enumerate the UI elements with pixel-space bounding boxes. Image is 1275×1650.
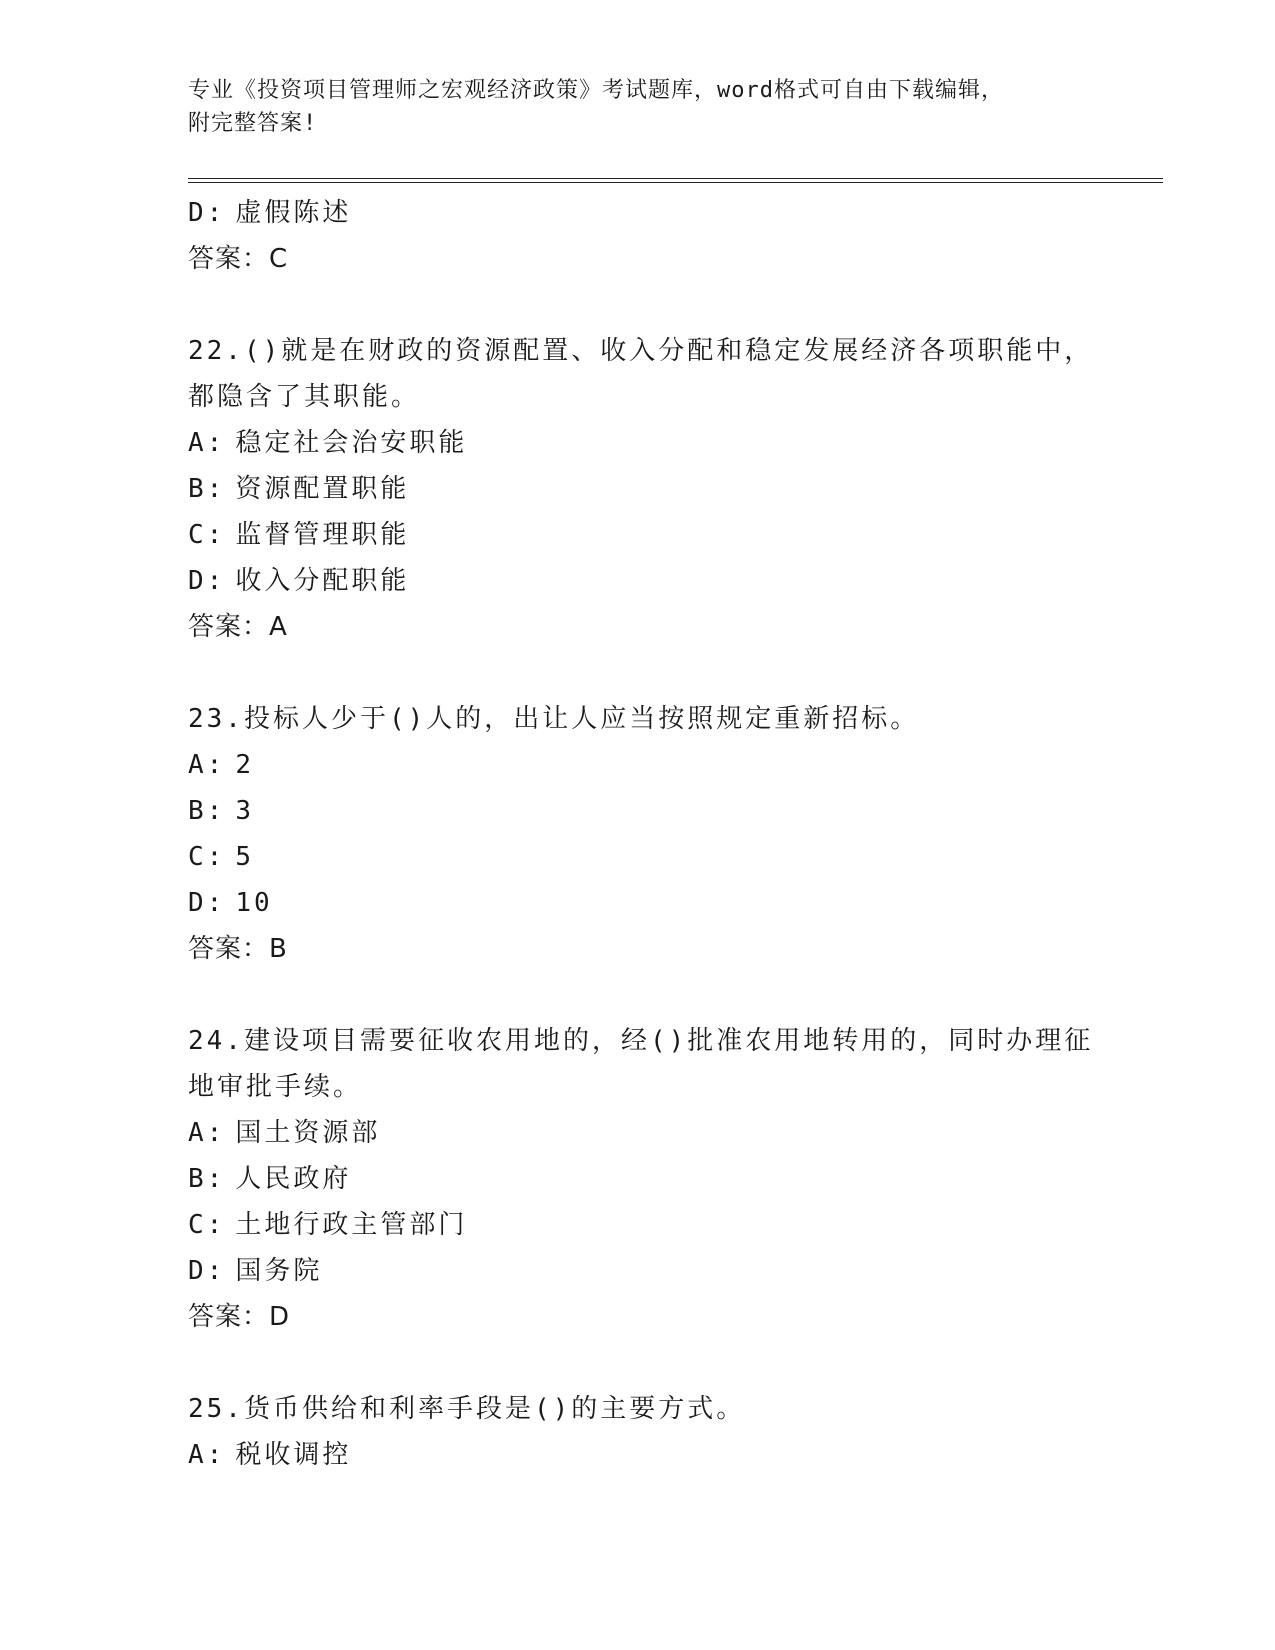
question-list xyxy=(188,190,1163,1478)
option-text: 10 xyxy=(235,888,273,918)
option-key: D: xyxy=(188,566,226,596)
question-22 xyxy=(188,328,1163,650)
prev-option-d xyxy=(188,190,1163,236)
option-key: C: xyxy=(188,842,226,872)
option-key: A: xyxy=(188,1440,226,1470)
header-line-2: 附完整答案! xyxy=(188,111,318,136)
option-text: 国务院 xyxy=(235,1256,323,1286)
option-key: B: xyxy=(188,1164,226,1194)
question-23-option-a xyxy=(188,742,1163,788)
option-text: 国土资源部 xyxy=(235,1118,381,1148)
option-key: D: xyxy=(188,1256,226,1286)
question-22-line-1: 22.()就是在财政的资源配置、收入分配和稳定发展经济各项职能中， xyxy=(188,336,1094,366)
option-key: A: xyxy=(188,428,226,458)
question-24-answer: 答案：D xyxy=(188,1302,291,1332)
option-key: C: xyxy=(188,520,226,550)
option-key: D: xyxy=(188,888,226,918)
question-24-option-c xyxy=(188,1202,1163,1248)
question-24-option-a xyxy=(188,1110,1163,1156)
question-24 xyxy=(188,1018,1163,1340)
question-24-option-d xyxy=(188,1248,1163,1294)
option-text: 3 xyxy=(235,796,254,826)
option-text: 虚假陈述 xyxy=(235,198,352,228)
header-divider xyxy=(188,178,1163,183)
option-text: 资源配置职能 xyxy=(235,474,410,504)
option-text: 监督管理职能 xyxy=(235,520,410,550)
option-key: C: xyxy=(188,1210,226,1240)
question-25-line-1: 25.货币供给和利率手段是()的主要方式。 xyxy=(188,1394,746,1424)
option-key: B: xyxy=(188,796,226,826)
option-text: 2 xyxy=(235,750,254,780)
question-23-option-c xyxy=(188,834,1163,880)
option-key: A: xyxy=(188,1118,226,1148)
question-24-option-b xyxy=(188,1156,1163,1202)
option-text: 土地行政主管部门 xyxy=(235,1210,468,1240)
question-22-option-c xyxy=(188,512,1163,558)
question-22-option-d xyxy=(188,558,1163,604)
question-22-option-a xyxy=(188,420,1163,466)
option-key: D: xyxy=(188,198,226,228)
question-23-option-d xyxy=(188,880,1163,926)
option-text: 人民政府 xyxy=(235,1164,352,1194)
question-25-option-a xyxy=(188,1432,1163,1478)
option-text: 税收调控 xyxy=(235,1440,352,1470)
option-text: 稳定社会治安职能 xyxy=(235,428,468,458)
option-text: 收入分配职能 xyxy=(235,566,410,596)
question-22-line-2: 都隐含了其职能。 xyxy=(188,382,421,412)
question-24-line-2: 地审批手续。 xyxy=(188,1072,363,1102)
question-22-answer: 答案：A xyxy=(188,612,288,642)
question-23-answer: 答案：B xyxy=(188,934,288,964)
question-22-option-b xyxy=(188,466,1163,512)
option-key: B: xyxy=(188,474,226,504)
prev-answer: 答案：C xyxy=(188,244,289,274)
question-23-line-1: 23.投标人少于()人的，出让人应当按照规定重新招标。 xyxy=(188,704,920,734)
question-24-line-1: 24.建设项目需要征收农用地的，经()批准农用地转用的，同时办理征 xyxy=(188,1026,1094,1056)
document-header xyxy=(188,74,1088,140)
question-23 xyxy=(188,696,1163,972)
header-line-1: 专业《投资项目管理师之宏观经济政策》考试题库，word格式可自由下载编辑， xyxy=(188,78,1004,103)
option-text: 5 xyxy=(235,842,254,872)
option-key: A: xyxy=(188,750,226,780)
question-25 xyxy=(188,1386,1163,1478)
question-23-option-b xyxy=(188,788,1163,834)
